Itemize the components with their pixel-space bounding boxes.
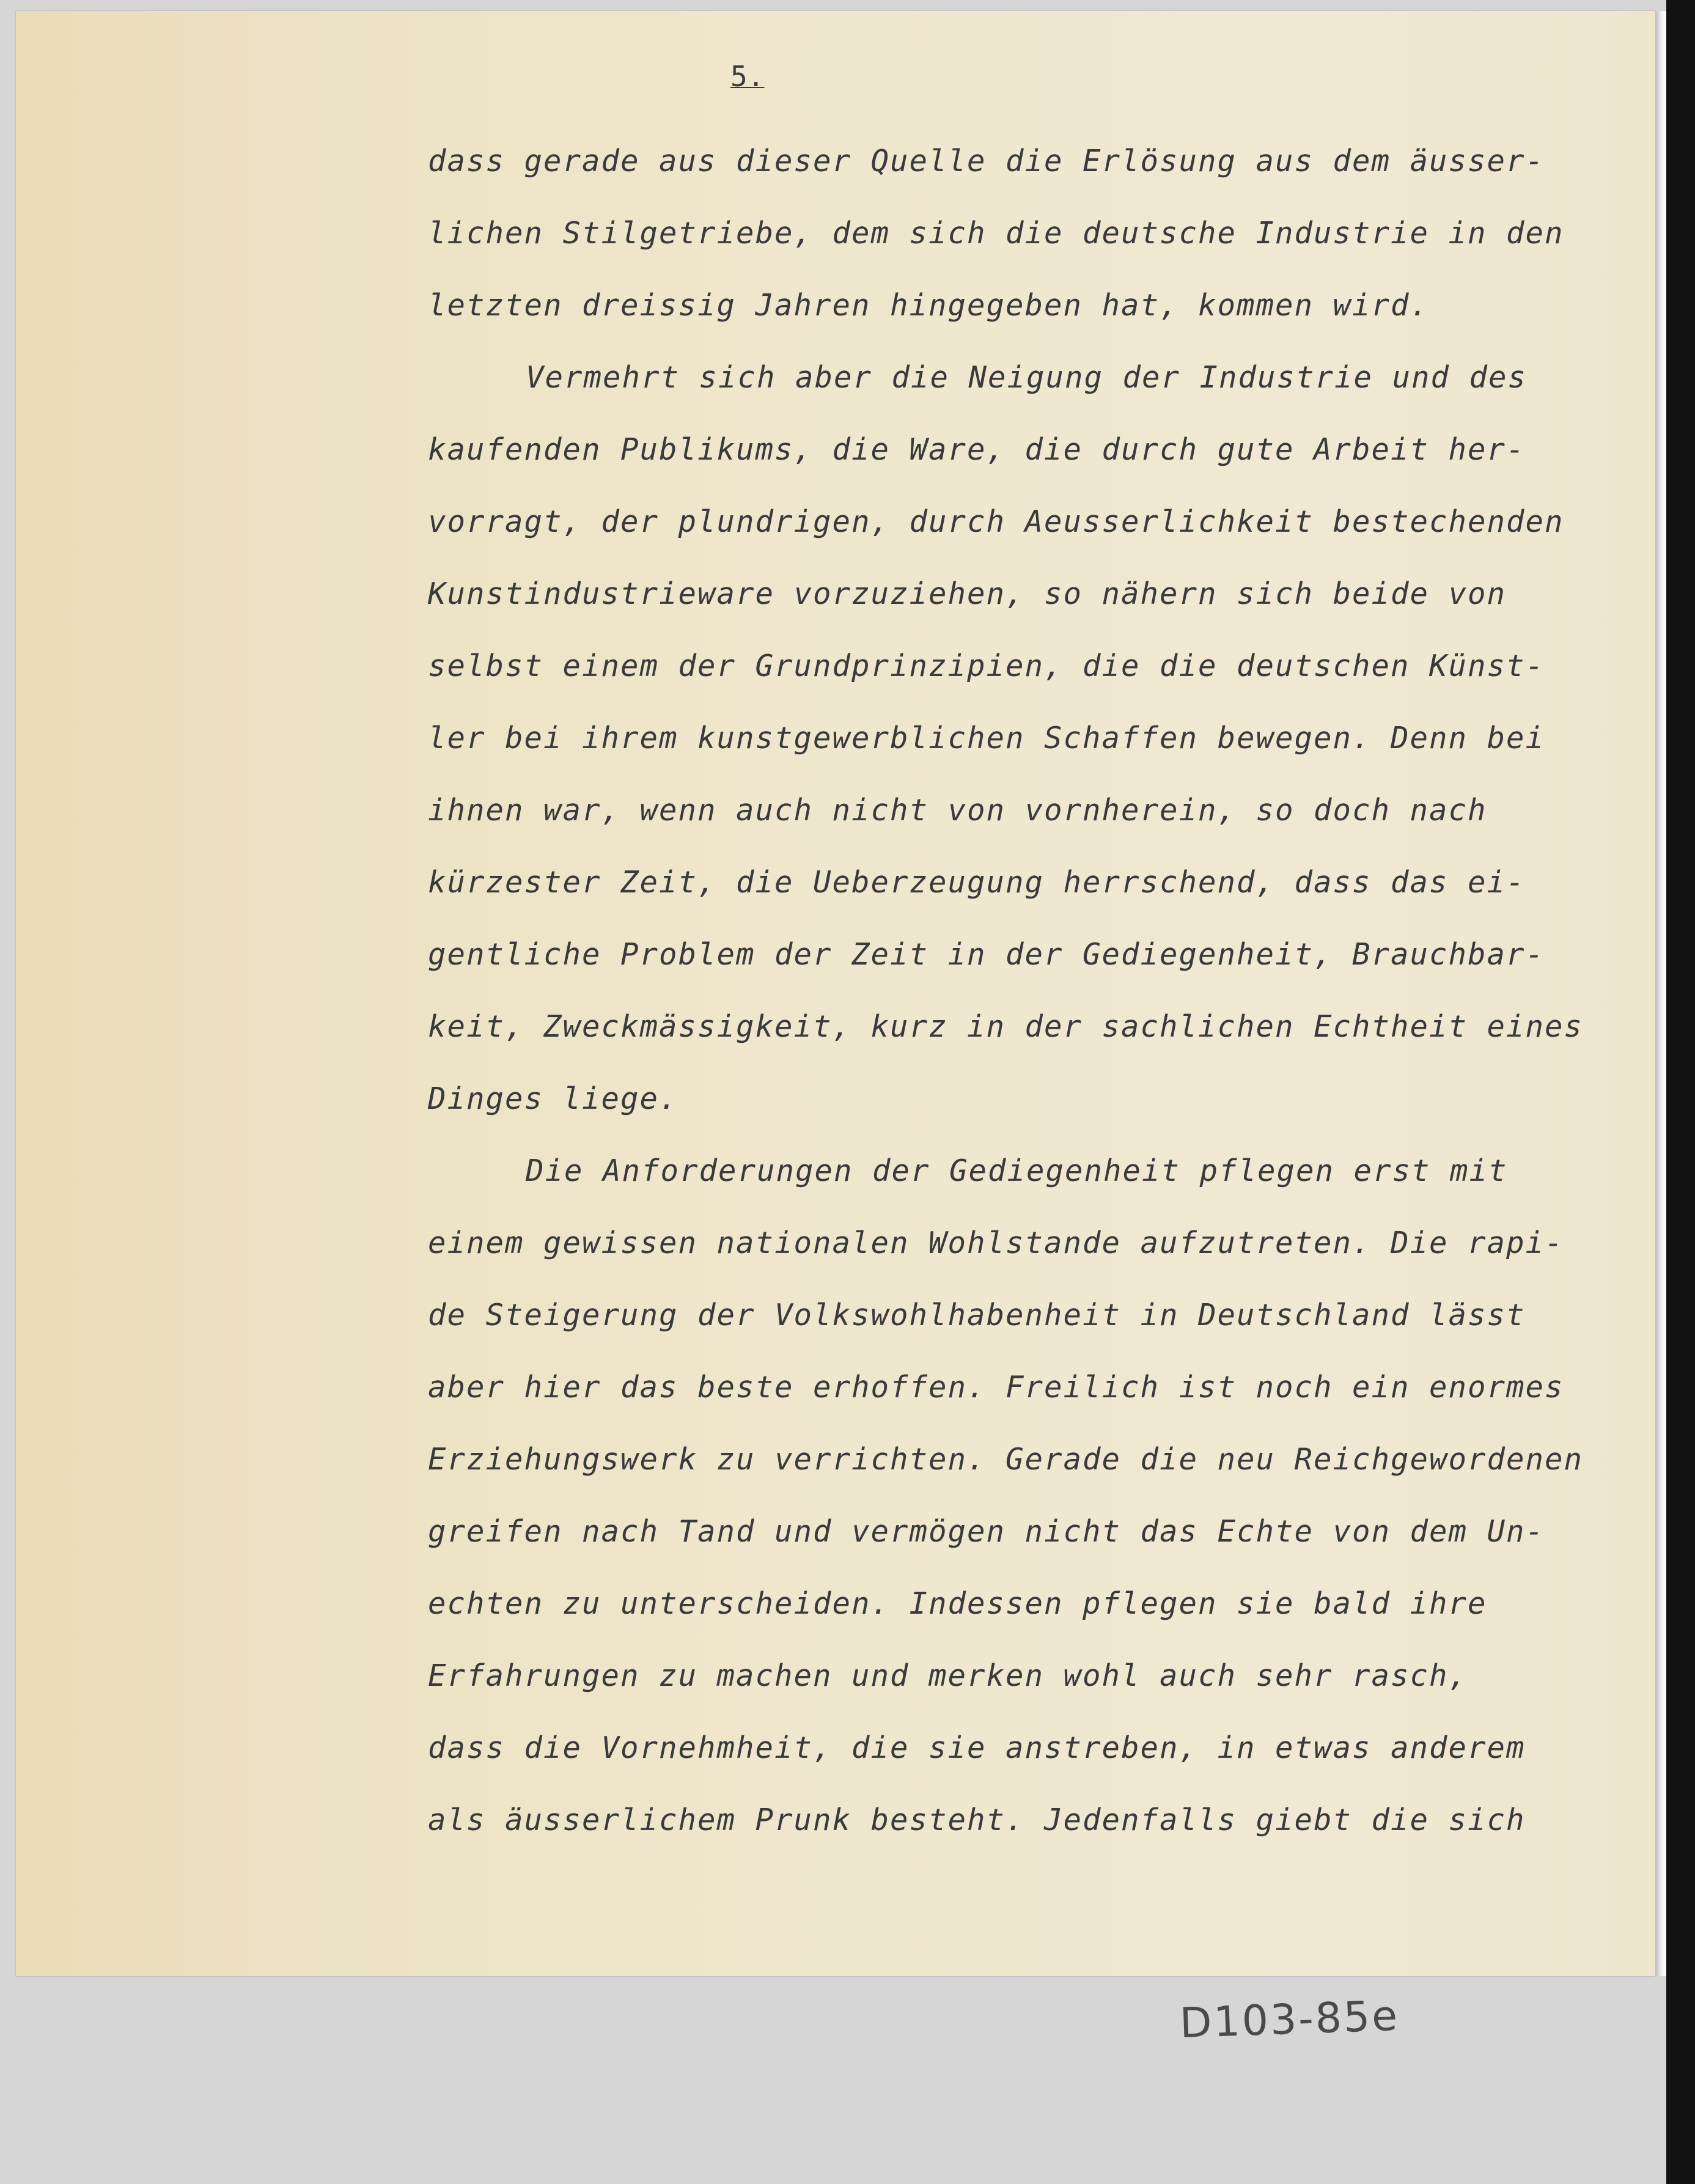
text-line: einem gewissen nationalen Wohlstande aufzutreten. Die rapi- — [428, 1226, 1564, 1260]
text-line: Die Anforderungen der Gediegenheit pflegen erst mit — [526, 1153, 1508, 1188]
text-line: lichen Stilgetriebe, dem sich die deutsche Industrie in den — [428, 216, 1564, 251]
typed-text-block — [428, 125, 1626, 1856]
text-line: Dinges liege. — [428, 1081, 678, 1116]
page-number: 5. — [730, 60, 765, 93]
text-line: kürzester Zeit, die Ueberzeugung herrschend, dass das ei- — [428, 865, 1526, 900]
text-line: Erziehungswerk zu verrichten. Gerade die neu Reichgewordenen — [428, 1442, 1584, 1477]
text-line: dass die Vornehmheit, die sie anstreben, in etwas anderem — [428, 1730, 1526, 1765]
text-line: selbst einem der Grundprinzipien, die die deutschen Künst- — [428, 649, 1545, 683]
text-line: Vermehrt sich aber die Neigung der Industrie und des — [526, 360, 1528, 395]
text-line: greifen nach Tand und vermögen nicht das Echte von dem Un- — [428, 1514, 1545, 1549]
text-line: ler bei ihrem kunstgewerblichen Schaffen bewegen. Denn bei — [428, 721, 1545, 756]
text-line: letzten dreissig Jahren hingegeben hat, kommen wird. — [428, 288, 1430, 323]
text-line: vorragt, der plundrigen, durch Aeusserlichkeit bestechenden — [428, 504, 1564, 539]
text-line: kaufenden Publikums, die Ware, die durch gute Arbeit her- — [428, 432, 1526, 467]
text-line: als äusserlichem Prunk besteht. Jedenfalls giebt die sich — [428, 1803, 1526, 1837]
text-line: dass gerade aus dieser Quelle die Erlösung aus dem äusser- — [428, 144, 1545, 178]
text-line: Erfahrungen zu machen und merken wohl auch sehr rasch, — [428, 1658, 1468, 1693]
scan-border — [1666, 0, 1695, 2184]
archive-signature-note: D103-85e — [1178, 1991, 1400, 2048]
text-line: de Steigerung der Volkswohlhabenheit in Deutschland lässt — [428, 1298, 1526, 1333]
page-edge — [1655, 11, 1666, 1976]
text-line: Kunstindustrieware vorzuziehen, so nähern sich beide von — [428, 576, 1507, 611]
text-line: aber hier das beste erhoffen. Freilich ist noch ein enormes — [428, 1370, 1564, 1405]
text-line: gentliche Problem der Zeit in der Gediegenheit, Brauchbar- — [428, 937, 1545, 972]
text-line: keit, Zweckmässigkeit, kurz in der sachlichen Echtheit eines — [428, 1009, 1584, 1044]
text-line: echten zu unterscheiden. Indessen pflegen sie bald ihre — [428, 1586, 1487, 1621]
text-line: ihnen war, wenn auch nicht von vornherein, so doch nach — [428, 793, 1487, 828]
